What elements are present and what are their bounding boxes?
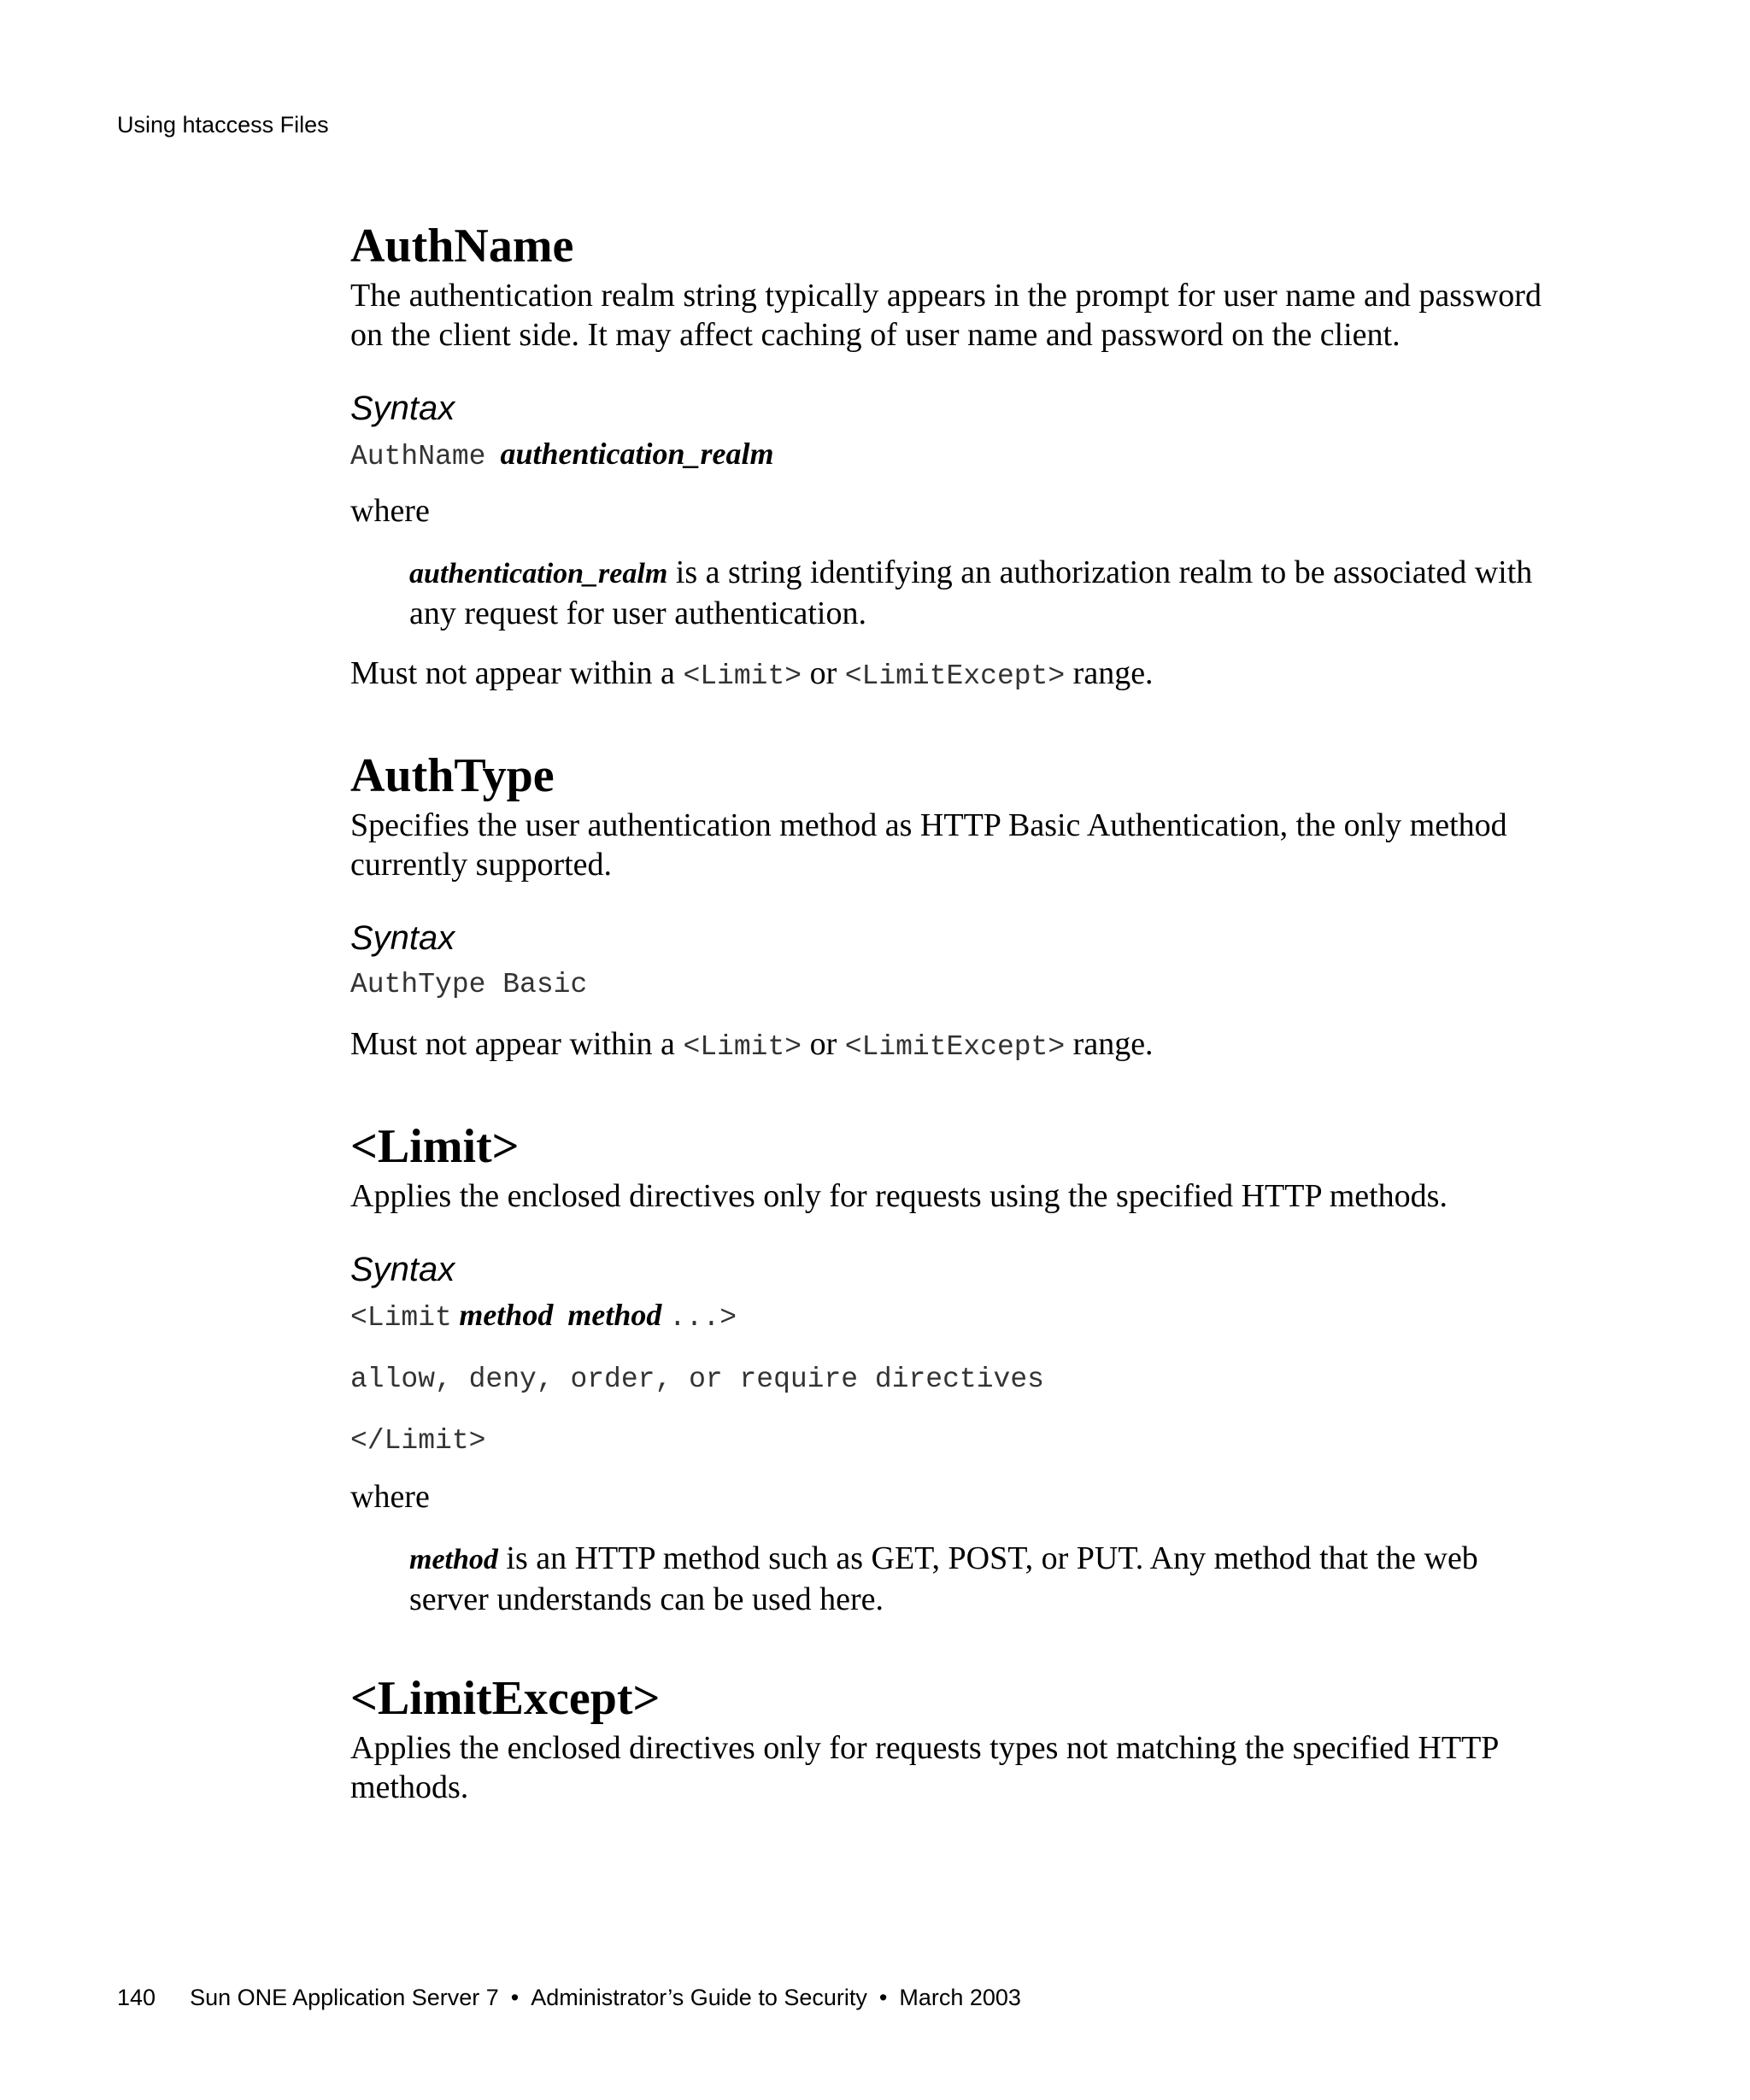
definition <box>409 1539 1555 1619</box>
syntax-label: Syntax <box>350 919 455 957</box>
syntax-line <box>350 435 1555 476</box>
definition-text: is an HTTP method such as GET, POST, or PUT. Any method that the web server understands can be used here. <box>409 1540 1478 1617</box>
section-heading: AuthType <box>350 749 555 802</box>
section-description: Specifies the user authentication method as HTTP Basic Authentication, the only method currently supported. <box>350 807 1507 883</box>
footer-separator: • <box>510 1985 520 2010</box>
section-heading: AuthName <box>350 220 574 273</box>
syntax-close: ...> <box>668 1302 737 1334</box>
where-label: where <box>350 493 430 529</box>
section-heading: <LimitExcept> <box>350 1672 661 1725</box>
syntax-argument: method <box>459 1298 554 1332</box>
note-code-limitexcept: <LimitExcept> <box>844 660 1066 692</box>
syntax-line-body <box>350 1359 1555 1399</box>
note-text: range. <box>1065 1026 1154 1062</box>
note-code-limit: <Limit> <box>683 1031 802 1063</box>
page-footer <box>117 1982 1021 2013</box>
section-description: Applies the enclosed directives only for requests using the specified HTTP methods. <box>350 1178 1448 1214</box>
page-number: 140 <box>117 1985 156 2010</box>
note-code-limit: <Limit> <box>683 660 802 692</box>
syntax-argument: authentication_realm <box>500 437 774 471</box>
footer-guide: Administrator’s Guide to Security <box>531 1985 867 2010</box>
section-heading: <Limit> <box>350 1120 520 1173</box>
section-description: Applies the enclosed directives only for requests types not matching the specified HTTP methods. <box>350 1730 1499 1805</box>
running-header: Using htaccess Files <box>117 112 329 138</box>
syntax-end-tag: </Limit> <box>350 1425 486 1457</box>
note-text: or <box>802 1026 845 1062</box>
note-text: Must not appear within a <box>350 1026 684 1062</box>
syntax-argument: method <box>567 1298 662 1332</box>
page-content <box>350 218 1555 1807</box>
footer-product: Sun ONE Application Server 7 <box>190 1985 499 2010</box>
section-description: The authentication realm string typically appears in the prompt for user name and password on the client side. It may affect caching of user name and password on the client. <box>350 278 1542 353</box>
section-authname <box>350 218 1555 696</box>
footer-date: March 2003 <box>899 1985 1021 2010</box>
section-limitexcept <box>350 1670 1555 1807</box>
note-text: range. <box>1065 655 1154 691</box>
definition <box>409 553 1555 633</box>
note-text: or <box>802 655 845 691</box>
syntax-command: AuthName <box>350 441 486 472</box>
section-limit <box>350 1118 1555 1619</box>
syntax-line-open <box>350 1296 1555 1337</box>
syntax-label: Syntax <box>350 1251 455 1288</box>
definition-term: method <box>409 1544 498 1575</box>
note-code-limitexcept: <LimitExcept> <box>844 1031 1066 1063</box>
syntax-open-tag: <Limit <box>350 1302 452 1334</box>
range-note <box>350 1024 1555 1067</box>
definition-term: authentication_realm <box>409 558 668 590</box>
syntax-line-end <box>350 1421 1555 1460</box>
section-authtype <box>350 748 1555 1067</box>
syntax-line <box>350 965 1555 1004</box>
note-text: Must not appear within a <box>350 655 684 691</box>
syntax-code: AuthType Basic <box>350 969 588 1000</box>
syntax-label: Syntax <box>350 390 455 427</box>
syntax-body: allow, deny, order, or require directives <box>350 1364 1044 1395</box>
definition-text: is a string identifying an authorization realm to be associated with any request for user authentication. <box>409 554 1533 631</box>
where-label: where <box>350 1479 430 1515</box>
range-note <box>350 654 1555 696</box>
footer-separator: • <box>878 1985 888 2010</box>
